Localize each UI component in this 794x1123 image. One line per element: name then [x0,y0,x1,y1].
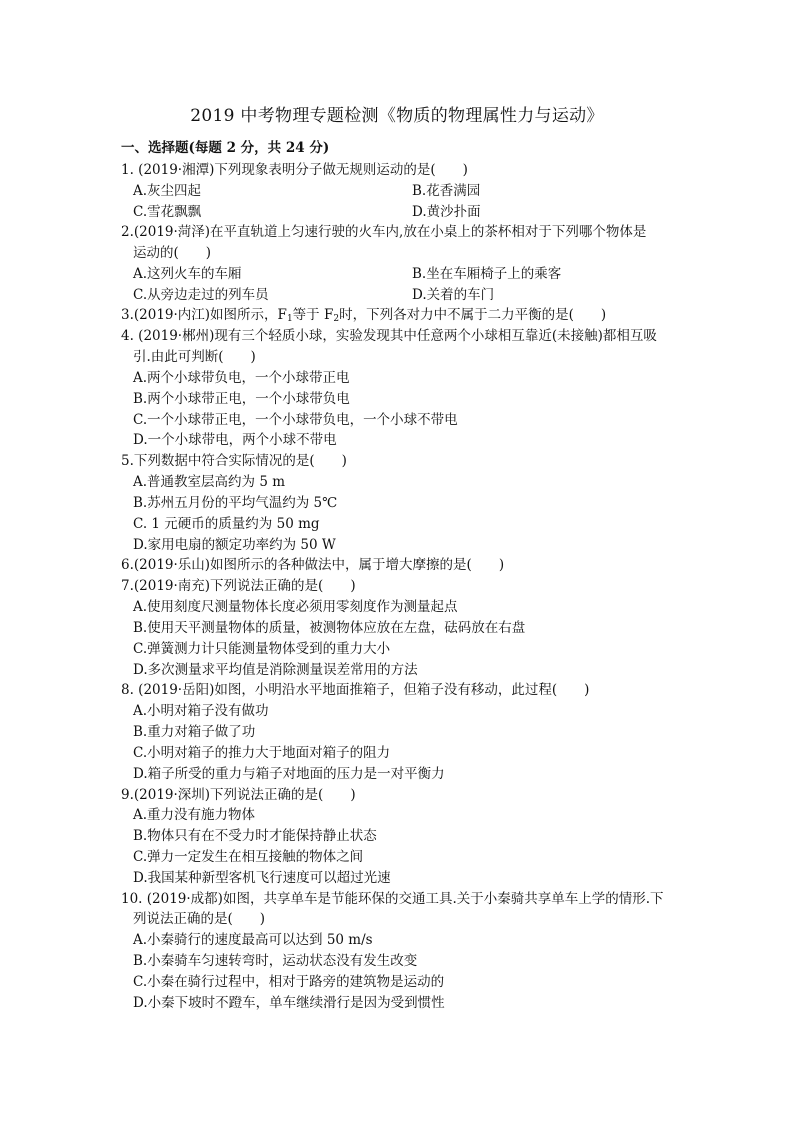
question-1-option-d: D.黄沙扑面 [412,204,481,220]
question-3-stem-post: 时，下列各对力中不属于二力平衡的是( ) [339,307,607,323]
question-8-option-c: C.小明对箱子的推力大于地面对箱子的阻力 [133,745,391,761]
page-title: 2019 中考物理专题检测《物质的物理属性力与运动》 [190,106,604,126]
question-3-stem-pre: 3.(2019·内江)如图所示，F [121,307,287,323]
question-9-option-b: B.物体只有在不受力时才能保持静止状态 [133,828,377,844]
question-8-option-b: B.重力对箱子做了功 [133,724,256,740]
question-2-option-b: B.坐在车厢椅子上的乘客 [412,266,562,282]
question-10-option-d: D.小秦下坡时不蹬车，单车继续滑行是因为受到惯性 [133,995,445,1011]
question-4-option-d: D.一个小球带电，两个小球不带电 [133,432,337,448]
question-7-option-c: C.弹簧测力计只能测量物体受到的重力大小 [133,641,391,657]
subscript-2: 2 [333,314,340,324]
question-7-option-a: A.使用刻度尺测量物体长度必须用零刻度作为测量起点 [133,599,458,615]
question-4-option-a: A.两个小球带负电，一个小球带正电 [133,370,350,386]
question-2-option-d: D.关着的车门 [412,287,495,303]
question-8-option-d: D.箱子所受的重力与箱子对地面的压力是一对平衡力 [133,766,445,782]
question-1-option-b: B.花香满园 [412,183,481,199]
question-4-stem-line-1: 4. (2019·郴州)现有三个轻质小球，实验发现其中任意两个小球相互靠近(未接触)都相互吸 [121,328,657,344]
question-2-option-c: C.从旁边走过的列车员 [133,287,269,303]
question-7-stem: 7.(2019·南充)下列说法正确的是( ) [121,578,356,594]
question-10-stem-line-2: 列说法正确的是( ) [133,911,266,927]
question-8-option-a: A.小明对箱子没有做功 [133,703,269,719]
question-7-option-b: B.使用天平测量物体的质量，被测物体应放在左盘，砝码放在右盘 [133,620,526,636]
question-4-stem-line-2: 引.由此可判断( ) [133,349,256,365]
question-2-stem-line-2: 运动的( ) [133,245,212,261]
question-9-stem: 9.(2019·深圳)下列说法正确的是( ) [121,787,356,803]
question-5-option-d: D.家用电扇的额定功率约为 50 W [133,537,336,553]
question-10-option-c: C.小秦在骑行过程中，相对于路旁的建筑物是运动的 [133,974,445,990]
question-4-option-c: C.一个小球带正电，一个小球带负电，一个小球不带电 [133,412,458,428]
question-6-stem: 6.(2019·乐山)如图所示的各种做法中，属于增大摩擦的是( ) [121,557,505,573]
question-2-option-a: A.这列火车的车厢 [133,266,242,282]
question-5-option-b: B.苏州五月份的平均气温约为 5℃ [133,495,338,511]
question-1-stem: 1. (2019·湘潭)下列现象表明分子做无规则运动的是( ) [121,162,468,178]
question-2-stem-line-1: 2.(2019·菏泽)在平直轨道上匀速行驶的火车内,放在小桌上的茶杯相对于下列哪个物体是 [121,224,647,240]
question-10-option-a: A.小秦骑行的速度最高可以达到 50 m/s [133,932,373,948]
question-7-option-d: D.多次测量求平均值是消除测量误差常用的方法 [133,662,418,678]
question-5-stem: 5.下列数据中符合实际情况的是( ) [121,453,347,469]
subscript-1: 1 [286,314,293,324]
section-heading: 一、选择题(每题 2 分，共 24 分) [121,140,330,156]
question-10-stem-line-1: 10. (2019·成都)如图，共享单车是节能环保的交通工具.关于小秦骑共享单车上学的情形.下 [121,891,664,907]
question-1-option-c: C.雪花飘飘 [133,204,202,220]
question-8-stem: 8. (2019·岳阳)如图，小明沿水平地面推箱子，但箱子没有移动，此过程( ) [121,682,590,698]
question-3-stem-mid: 等于 F [292,307,334,323]
question-9-option-c: C.弹力一定发生在相互接触的物体之间 [133,849,364,865]
question-5-option-a: A.普通教室层高约为 5 m [133,474,286,490]
question-9-option-a: A.重力没有施力物体 [133,807,256,823]
question-1-option-a: A.灰尘四起 [133,183,202,199]
question-9-option-d: D.我国某种新型客机飞行速度可以超过光速 [133,870,391,886]
question-5-option-c: C. 1 元硬币的质量约为 50 mg [133,516,320,532]
question-10-option-b: B.小秦骑车匀速转弯时，运动状态没有发生改变 [133,953,418,969]
question-4-option-b: B.两个小球带正电，一个小球带负电 [133,391,350,407]
